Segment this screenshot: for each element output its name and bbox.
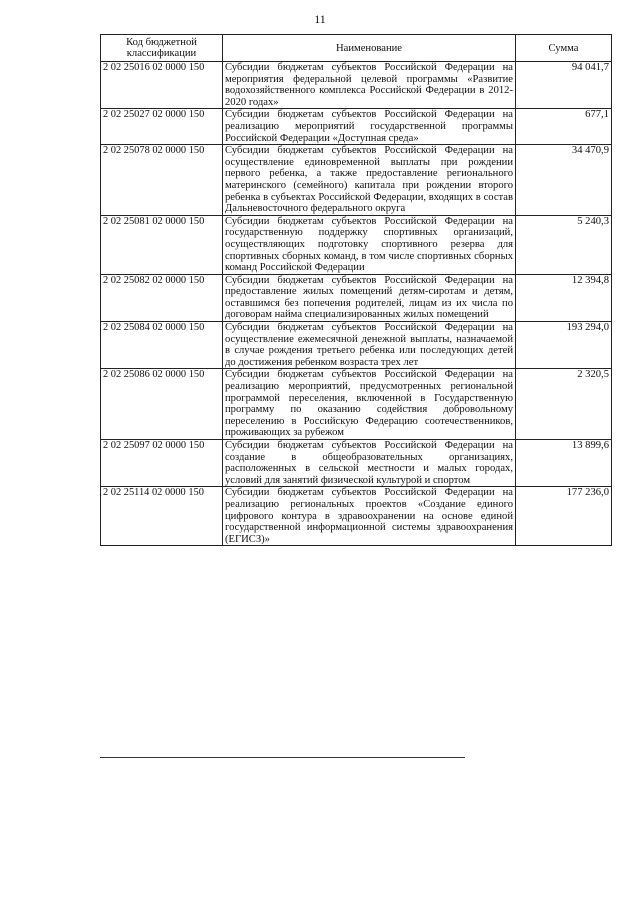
row-sum: 177 236,0 bbox=[516, 487, 612, 546]
row-name: Субсидии бюджетам субъектов Российской Федерации на предоставление жилых помещений детям-сиротам и детям, оставшимся без попечения родителей, лицам из их числа по договорам найма специализированных жилых помещений bbox=[223, 274, 516, 321]
row-name: Субсидии бюджетам субъектов Российской Федерации на реализацию мероприятий государственной программы Российской Федерации «Доступная среда» bbox=[223, 109, 516, 145]
row-code: 2 02 25114 02 0000 150 bbox=[101, 487, 223, 546]
row-name: Субсидии бюджетам субъектов Российской Федерации на создание в общеобразовательных организациях, расположенных в сельской местности и малых городах, условий для занятий физической культурой и спортом bbox=[223, 440, 516, 487]
table-row bbox=[101, 109, 612, 145]
row-sum: 677,1 bbox=[516, 109, 612, 145]
table-row bbox=[101, 62, 612, 109]
table-row bbox=[101, 215, 612, 274]
header-code: Код бюджетной классификации bbox=[101, 35, 223, 62]
budget-table bbox=[100, 34, 612, 546]
table-row bbox=[101, 274, 612, 321]
row-code: 2 02 25078 02 0000 150 bbox=[101, 145, 223, 216]
table-row bbox=[101, 145, 612, 216]
row-code: 2 02 25082 02 0000 150 bbox=[101, 274, 223, 321]
row-sum: 94 041,7 bbox=[516, 62, 612, 109]
row-sum: 12 394,8 bbox=[516, 274, 612, 321]
footnote-divider bbox=[100, 757, 465, 758]
row-name: Субсидии бюджетам субъектов Российской Федерации на мероприятия федеральной целевой программы «Развитие водохозяйственного комплекса Российской Федерации в 2012-2020 годах» bbox=[223, 62, 516, 109]
table-row bbox=[101, 440, 612, 487]
row-sum: 193 294,0 bbox=[516, 322, 612, 369]
page-number: 11 bbox=[314, 12, 326, 26]
row-code: 2 02 25084 02 0000 150 bbox=[101, 322, 223, 369]
row-name: Субсидии бюджетам субъектов Российской Федерации на осуществление единовременной выплаты при рождении первого ребенка, а также предоставление регионального материнского (семейного) капитала при рождении второго ребенка в субъектах Российской Федерации, входящих в состав Дальневосточного федерального округа bbox=[223, 145, 516, 216]
table-row bbox=[101, 369, 612, 440]
row-code: 2 02 25086 02 0000 150 bbox=[101, 369, 223, 440]
header-name: Наименование bbox=[223, 35, 516, 62]
table-row bbox=[101, 322, 612, 369]
row-name: Субсидии бюджетам субъектов Российской Федерации на реализацию мероприятий, предусмотренных региональной программой переселения, включенной в Государственную программу по оказанию содействия добровольному переселению в Российскую Федерацию соотечественников, проживающих за рубежом bbox=[223, 369, 516, 440]
row-code: 2 02 25027 02 0000 150 bbox=[101, 109, 223, 145]
row-sum: 2 320,5 bbox=[516, 369, 612, 440]
row-code: 2 02 25081 02 0000 150 bbox=[101, 215, 223, 274]
row-sum: 34 470,9 bbox=[516, 145, 612, 216]
header-sum: Сумма bbox=[516, 35, 612, 62]
table-row bbox=[101, 487, 612, 546]
table-header-row bbox=[101, 35, 612, 62]
row-sum: 13 899,6 bbox=[516, 440, 612, 487]
row-name: Субсидии бюджетам субъектов Российской Федерации на осуществление ежемесячной денежной выплаты, назначаемой в случае рождения третьего ребенка или последующих детей до достижения ребенком возраста трех лет bbox=[223, 322, 516, 369]
row-name: Субсидии бюджетам субъектов Российской Федерации на реализацию региональных проектов «Создание единого цифрового контура в здравоохранении на основе единой государственной информационной системы здравоохранения (ЕГИСЗ)» bbox=[223, 487, 516, 546]
row-name: Субсидии бюджетам субъектов Российской Федерации на государственную поддержку спортивных организаций, осуществляющих подготовку спортивного резерва для спортивных сборных команд, в том числе спортивных сборных команд Российской Федерации bbox=[223, 215, 516, 274]
row-code: 2 02 25097 02 0000 150 bbox=[101, 440, 223, 487]
row-code: 2 02 25016 02 0000 150 bbox=[101, 62, 223, 109]
row-sum: 5 240,3 bbox=[516, 215, 612, 274]
